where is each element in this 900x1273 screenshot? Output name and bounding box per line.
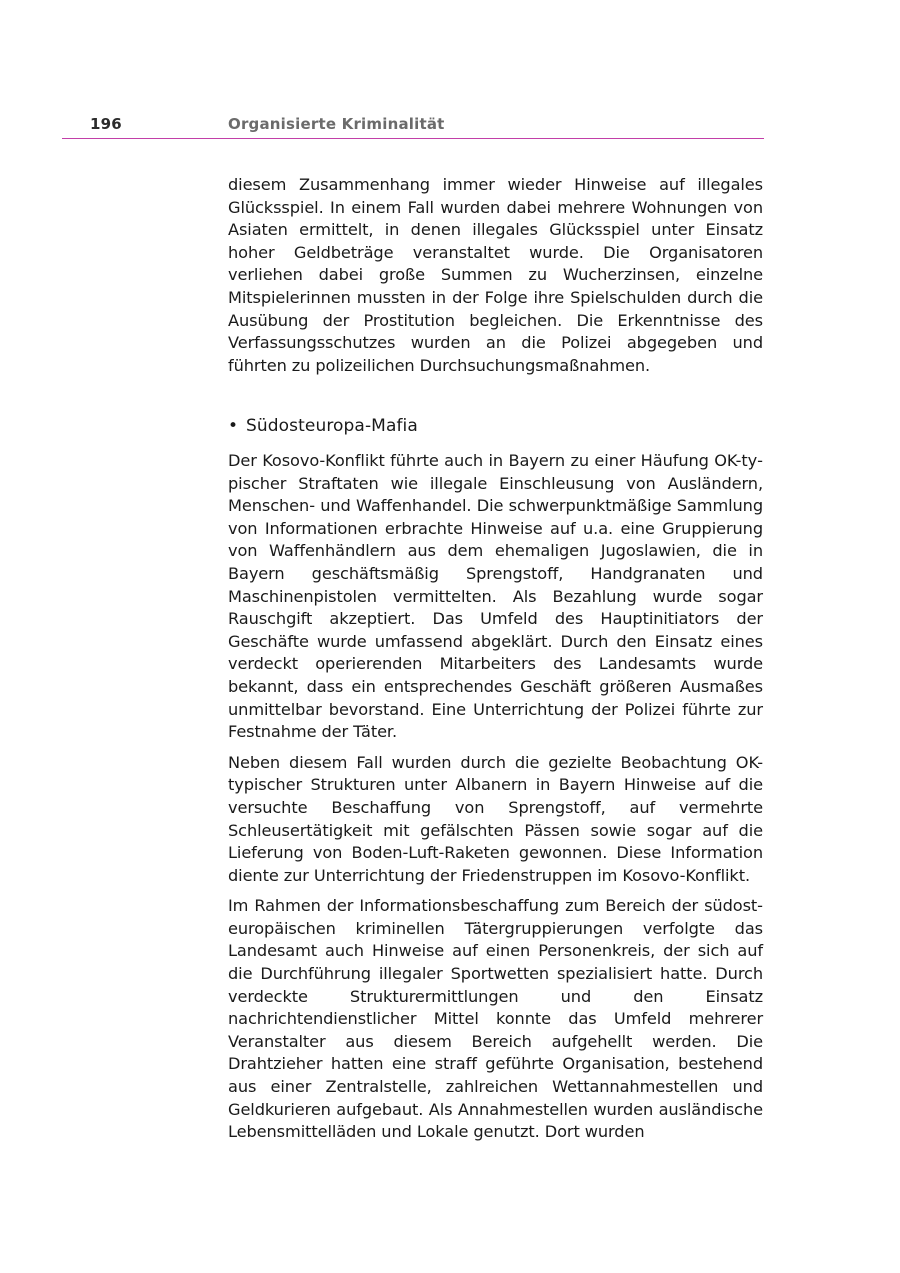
section-heading [228,414,418,438]
section-paragraph-1: Der Kosovo-Konflikt führte auch in Bayern zu einer Häufung OK-typischer Straftaten wie illegale Einschleusung von Ausländern, Menschen- und Waffenhandel. Die schwerpunktmäßige Sammlung von Informationen erbrachte Hinweise auf u.a. eine Gruppierung von Waffenhändlern aus dem ehemaligen Jugoslawien, die in Bayern geschäftsmäßig Sprengstoff, Handgranaten und Maschinenpistolen vermittelten. Als Bezahlung wurde sogar Rauschgift akzeptiert. Das Umfeld des Hauptinitiators der Geschäfte wurde umfassend abgeklärt. Durch den Einsatz eines verdeckt operierenden Mitarbeiters des Landesamts wurde bekannt, dass ein entsprechendes Geschäft größeren Ausmaßes unmittelbar bevorstand. Eine Unterrichtung der Polizei führte zur Festnahme der Täter. [228,451,763,742]
running-title: Organisierte Kriminalität [228,115,445,133]
page-number: 196 [90,115,122,133]
running-header [62,112,764,139]
section-paragraph-2: Neben diesem Fall wurden durch die gezielte Beobachtung OK-typischer Strukturen unter Albanern in Bayern Hinweise auf die versuchte Beschaffung von Sprengstoff, auf vermehrte Schleusertätigkeit mit gefälschten Pässen sowie sogar auf die Lieferung von Boden-Luft-Raketen gewonnen. Diese Information diente zur Unterrichtung der Friedenstruppen im Kosovo-Konflikt. [228,752,763,885]
bullet-icon: • [228,416,239,436]
intro-paragraph: diesem Zusammenhang immer wieder Hinweise auf illegales Glücksspiel. In einem Fall wurden dabei mehrere Wohnungen von Asiaten ermittelt, in denen illegales Glücksspiel unter Einsatz hoher Geldbeträge veranstaltet wurde. Die Organisatoren verliehen dabei große Summen zu Wucherzinsen, einzelne Mitspielerinnen mussten in der Folge ihre Spielschulden durch die Ausübung der Prostitution begleichen. Die Erkenntnisse des Verfassungsschutzes wurden an die Polizei abgegeben und führten zu polizeilichen Durchsuchungsmaßnahmen. [228,175,763,375]
section-body [228,450,763,1144]
section-heading-text: Südosteuropa-Mafia [246,416,418,436]
intro-block [228,174,763,377]
section-paragraph-3: Im Rahmen der Informationsbeschaffung zum Bereich der südosteuropäischen kriminellen Tätergruppierungen verfolgte das Landesamt auch Hinweise auf einen Personenkreis, der sich auf die Durchführung illegaler Sportwetten spezialisiert hatte. Durch verdeckte Strukturermittlungen und den Einsatz nachrichtendienstlicher Mittel konnte das Umfeld mehrerer Veranstalter aus diesem Bereich aufgehellt werden. Die Drahtzieher hatten eine straff geführte Organisation, bestehend aus einer Zentralstelle, zahlreichen Wettannahmestellen und Geldkurieren aufgebaut. Als Annahmestellen wurden ausländische Lebensmittelläden und Lokale genutzt. Dort wurden [228,896,763,1142]
